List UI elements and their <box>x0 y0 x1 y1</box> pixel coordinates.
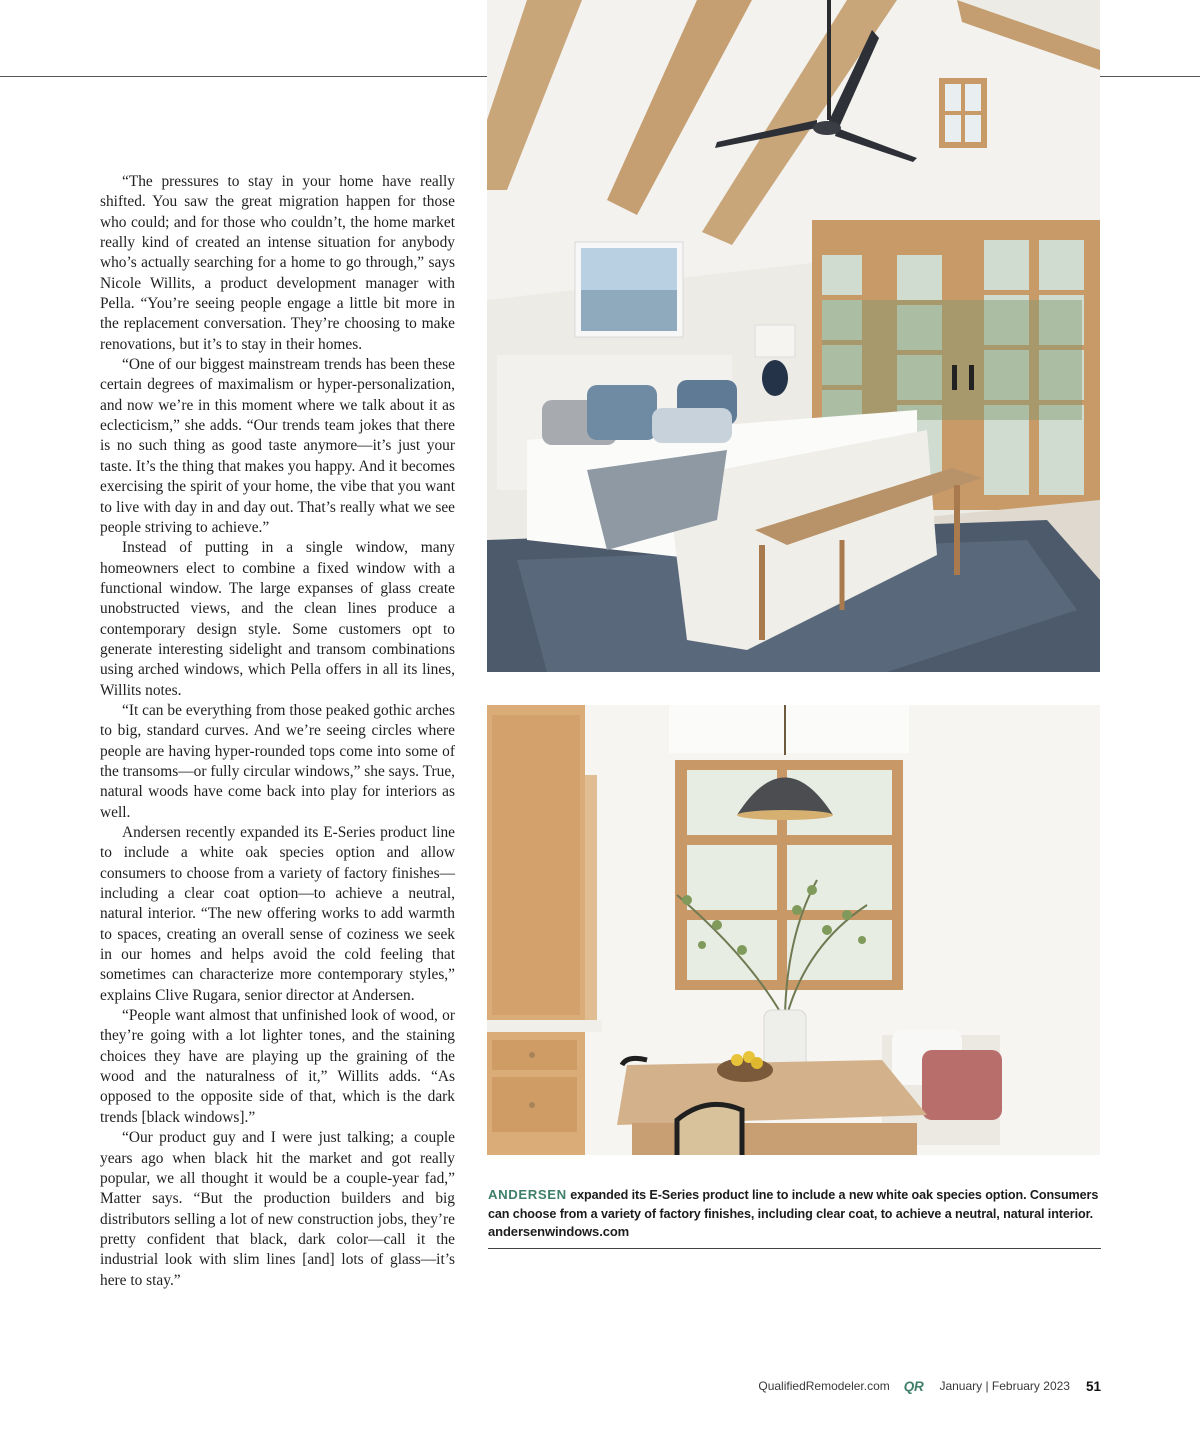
bedroom-photo <box>487 0 1100 672</box>
page-footer <box>758 1376 1101 1396</box>
caption-brand: ANDERSEN <box>488 1187 567 1202</box>
article-paragraph: “People want almost that unfinished look of wood, or they’re going with a lot lighter tones, and the staining choices they have are playing up the graining of the wood and the naturalness of it,” Willits adds. “As opposed to the opposite side of that, which is the dark trends [black windows].” <box>100 1007 455 1126</box>
article-paragraph: “It can be everything from those peaked gothic arches to big, standard curves. And we’re seeing circles where people are having hyper-rounded tops come into some of the transoms—or fully circular windows,” she says. True, natural woods have come back into play for interiors as well. <box>100 701 455 821</box>
article-paragraph: “The pressures to stay in your home have really shifted. You saw the great migration happen for those who could; and for those who couldn’t, the home market really kind of created an intense situation for anybody who’s actually searching for a home to go through,” says Nicole Willits, a product development manager with Pella. “You’re seeing people engage a little bit more in the replacement conversation. They’re choosing to make renovations, but it’s to stay in their homes. <box>100 173 455 353</box>
footer-site[interactable]: QualifiedRemodeler.com <box>758 1379 890 1393</box>
article-paragraph: Andersen recently expanded its E-Series product line to include a white oak species option and allow consumers to choose from a variety of factory finishes—including a clear coat option—to achieve a neutral, natural interior. “The new offering works to add warmth to spaces, creating an overall sense of coziness we seek in our homes and helps avoid the cold feeling that sometimes can characterize more contemporary styles,” explains Clive Rugara, senior director at Andersen. <box>100 824 455 1004</box>
caption-rule <box>488 1248 1101 1249</box>
article-paragraph: Instead of putting in a single window, many homeowners elect to combine a fixed window with a functional window. The large expanses of glass create unobstructed views, and the clean lines produce a contemporary design style. Some customers opt to generate interesting sidelight and transom combinations using arched windows, which Pella offers in all its lines, Willits notes. <box>100 539 455 699</box>
article-paragraph: “One of our biggest mainstream trends has been these certain degrees of maximalism or hyper-personalization, and now we’re in this moment where we talk about it as eclecticism,” she adds. “Our trends team jokes that there is no such thing as good taste anymore—it’s just your taste. It’s the thing that makes you happy. And it becomes exercising the spirit of your home, the vibe that you want to live with day in and day out. That’s really what we see people striving to achieve.” <box>100 356 455 536</box>
caption-text: expanded its E-Series product line to include a new white oak species option. Consumers can choose from a variety of factory finishes, including clear coat, to achieve a neutral, natural interior. <box>488 1188 1099 1221</box>
photo-caption <box>488 1186 1100 1242</box>
article-body <box>100 172 455 1291</box>
top-rule-left <box>0 76 487 77</box>
page-number: 51 <box>1085 1378 1101 1394</box>
caption-url[interactable]: andersenwindows.com <box>488 1224 630 1239</box>
article-paragraph: “Our product guy and I were just talking; a couple years ago when black hit the market and got really popular, we all thought it would be a couple-year fad,” Matter says. “But the production builders and big distributors selling a lot of new construction jobs, they’re pretty confident that black, dark color—call it the industrial look with slim lines [and] lots of glass—it’s here to stay.” <box>100 1129 455 1289</box>
qr-logo: QR <box>903 1378 924 1394</box>
top-rule-right <box>1100 76 1200 77</box>
footer-issue: January | February 2023 <box>939 1379 1070 1393</box>
dining-nook-photo <box>487 705 1100 1155</box>
